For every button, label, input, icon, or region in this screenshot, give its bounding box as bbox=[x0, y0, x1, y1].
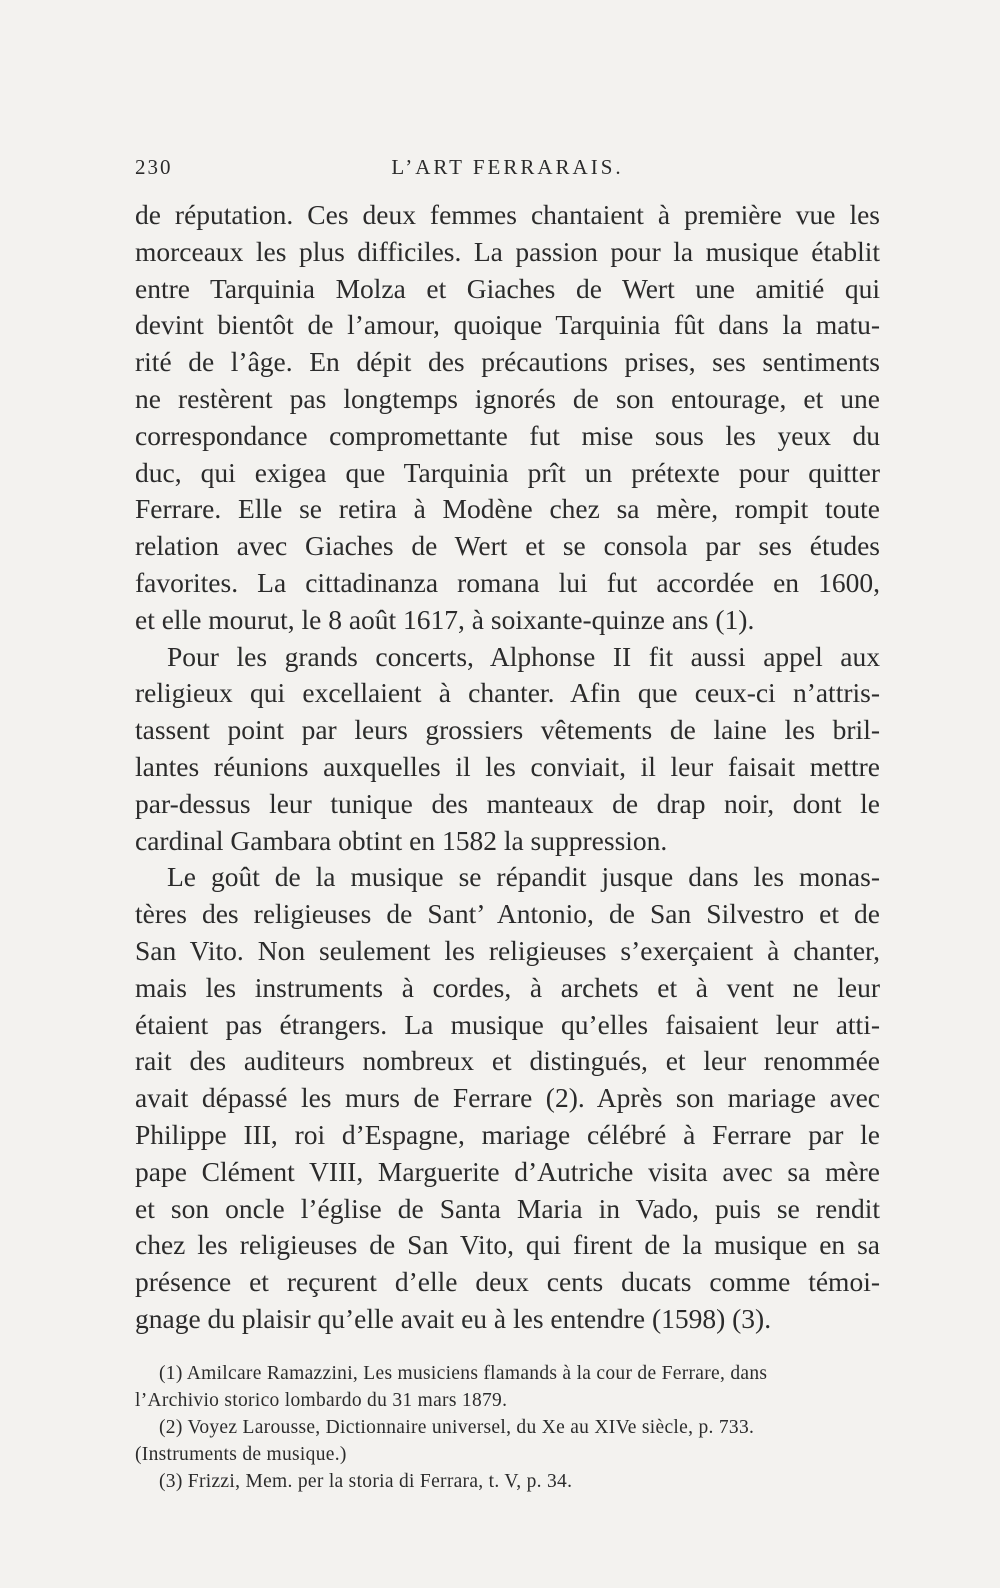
footnote-line: l’Archivio storico lombardo du 31 mars 1879. bbox=[135, 1390, 508, 1411]
text-line: relation avec Giaches de Wert et se consola par ses études bbox=[135, 530, 880, 562]
text-line: correspondance compromettante fut mise sous les yeux du bbox=[135, 419, 880, 451]
text-line: lantes réunions auxquelles il les conviait, il leur faisait mettre bbox=[135, 750, 880, 782]
text-line: par-dessus leur tunique des manteaux de drap noir, dont le bbox=[135, 787, 880, 819]
text-line: favorites. La cittadinanza romana lui fut accordée en 1600, bbox=[135, 566, 880, 598]
text-line: religieux qui excellaient à chanter. Afin que ceux-ci n’attris- bbox=[135, 677, 880, 709]
text-line: Philippe III, roi d’Espagne, mariage célébré à Ferrare par le bbox=[135, 1118, 880, 1150]
text-line: avait dépassé les murs de Ferrare (2). Après son mariage avec bbox=[135, 1082, 880, 1114]
text-line: Pour les grands concerts, Alphonse II fit aussi appel aux bbox=[167, 640, 880, 672]
page-number: 230 bbox=[135, 155, 173, 179]
text-line: ne restèrent pas longtemps ignorés de son entourage, et une bbox=[135, 382, 880, 414]
text-line: de réputation. Ces deux femmes chantaient à première vue les bbox=[135, 199, 880, 230]
text-line: morceaux les plus difficiles. La passion pour la musique établit bbox=[135, 235, 880, 267]
footnote-line: (1) Amilcare Ramazzini, Les musiciens flamands à la cour de Ferrare, dans bbox=[159, 1363, 768, 1384]
text-line: Ferrare. Elle se retira à Modène chez sa mère, rompit toute bbox=[135, 493, 880, 525]
footnote-line: (2) Voyez Larousse, Dictionnaire universel, du Xe au XIVe siècle, p. 733. bbox=[159, 1417, 755, 1438]
text-line: devint bientôt de l’amour, quoique Tarquinia fût dans la matu- bbox=[135, 309, 880, 341]
text-line: tassent point par leurs grossiers vêtements de laine les bril- bbox=[135, 714, 880, 746]
text-line: rité de l’âge. En dépit des précautions prises, ses sentiments bbox=[135, 346, 880, 378]
text-line: étaient pas étrangers. La musique qu’elles faisaient leur atti- bbox=[135, 1008, 880, 1040]
text-line: entre Tarquinia Molza et Giaches de Wert une amitié qui bbox=[135, 272, 880, 304]
text-line: chez les religieuses de San Vito, qui firent de la musique en sa bbox=[135, 1229, 880, 1261]
footnote-line: (3) Frizzi, Mem. per la storia di Ferrara, t. V, p. 34. bbox=[159, 1471, 573, 1492]
text-line: gnage du plaisir qu’elle avait eu à les entendre (1598) (3). bbox=[135, 1302, 772, 1334]
text-line: rait des auditeurs nombreux et distingués, et leur renommée bbox=[135, 1045, 880, 1077]
text-line: cardinal Gambara obtint en 1582 la suppression. bbox=[135, 824, 668, 856]
text-line: présence et reçurent d’elle deux cents ducats comme témoi- bbox=[135, 1266, 880, 1298]
footnote-line: (Instruments de musique.) bbox=[135, 1444, 347, 1465]
text-line: Le goût de la musique se répandit jusque dans les monas- bbox=[167, 861, 880, 893]
text-line: pape Clément VIII, Marguerite d’Autriche visita avec sa mère bbox=[135, 1155, 880, 1187]
running-title: L’ART FERRARAIS. bbox=[391, 155, 624, 179]
text-line: mais les instruments à cordes, à archets et à vent ne leur bbox=[135, 971, 880, 1003]
running-header bbox=[135, 155, 880, 195]
footnotes bbox=[135, 1360, 880, 1495]
text-line: duc, qui exigea que Tarquinia prît un prétexte pour quitter bbox=[135, 456, 880, 488]
text-line: tères des religieuses de Sant’ Antonio, de San Silvestro et de bbox=[135, 898, 880, 930]
text-line: et son oncle l’église de Santa Maria in Vado, puis se rendit bbox=[135, 1192, 880, 1224]
text-line: San Vito. Non seulement les religieuses s’exerçaient à chanter, bbox=[135, 934, 880, 966]
text-line: et elle mourut, le 8 août 1617, à soixante-quinze ans (1). bbox=[135, 603, 755, 635]
body-text bbox=[135, 197, 880, 1338]
